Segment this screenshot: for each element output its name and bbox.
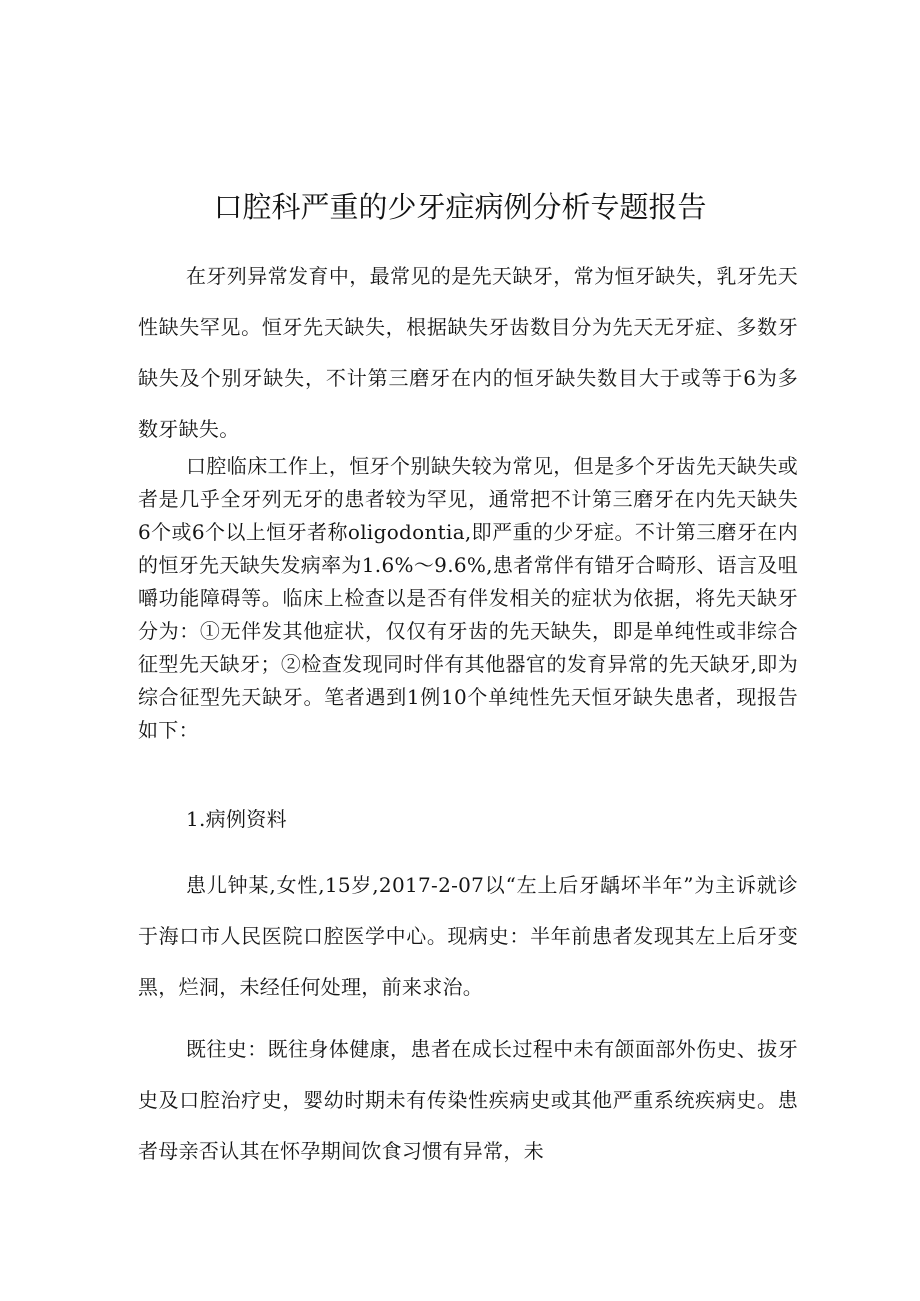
paragraph-case-presentation: 患儿钟某,女性,15岁,2017-2-07以“左上后牙龋坏半年”为主诉就诊于海口市人民医院口腔医学中心。现病史：半年前患者发现其左上后牙变黑，烂洞，未经任何处理，前来求治。 (138, 873, 798, 999)
paragraph-intro: 在牙列异常发育中，最常见的是先天缺牙，常为恒牙缺失，乳牙先天性缺失罕见。恒牙先天缺失，根据缺失牙齿数目分为先天无牙症、多数牙缺失及个别牙缺失，不计第三磨牙在内的恒牙缺失数目大于或等于6为多数牙缺失。 (138, 264, 798, 441)
paragraph-past-history: 既往史：既往身体健康，患者在成长过程中未有颌面部外伤史、拔牙史及口腔治疗史，婴幼时期未有传染性疾病史或其他严重系统疾病史。患者母亲否认其在怀孕期间饮食习惯有异常，未 (138, 1037, 798, 1163)
section-heading-case-data: 1.病例资料 (186, 807, 287, 831)
paragraph-clinical-background: 口腔临床工作上，恒牙个别缺失较为常见，但是多个牙齿先天缺失或者是几乎全牙列无牙的患者较为罕见，通常把不计第三磨牙在内先天缺失6个或6个以上恒牙者称oligodontia,即严重的少牙症。不计第三磨牙在内的恒牙先天缺失发病率为1.6%〜9.6%,患者常伴有错牙合畸形、语言及咀嚼功能障碍等。临床上检查以是否有伴发相关的症状为依据，将先天缺牙分为：①无伴发其他症状，仅仅有牙齿的先天缺失，即是单纯性或非综合征型先天缺牙；②检查发现同时伴有其他器官的发育异常的先天缺牙,即为综合征型先天缺牙。笔者遇到1例10个单纯性先天恒牙缺失患者，现报告如下： (138, 454, 798, 742)
document-title: 口腔科严重的少牙症病例分析专题报告 (213, 190, 707, 225)
